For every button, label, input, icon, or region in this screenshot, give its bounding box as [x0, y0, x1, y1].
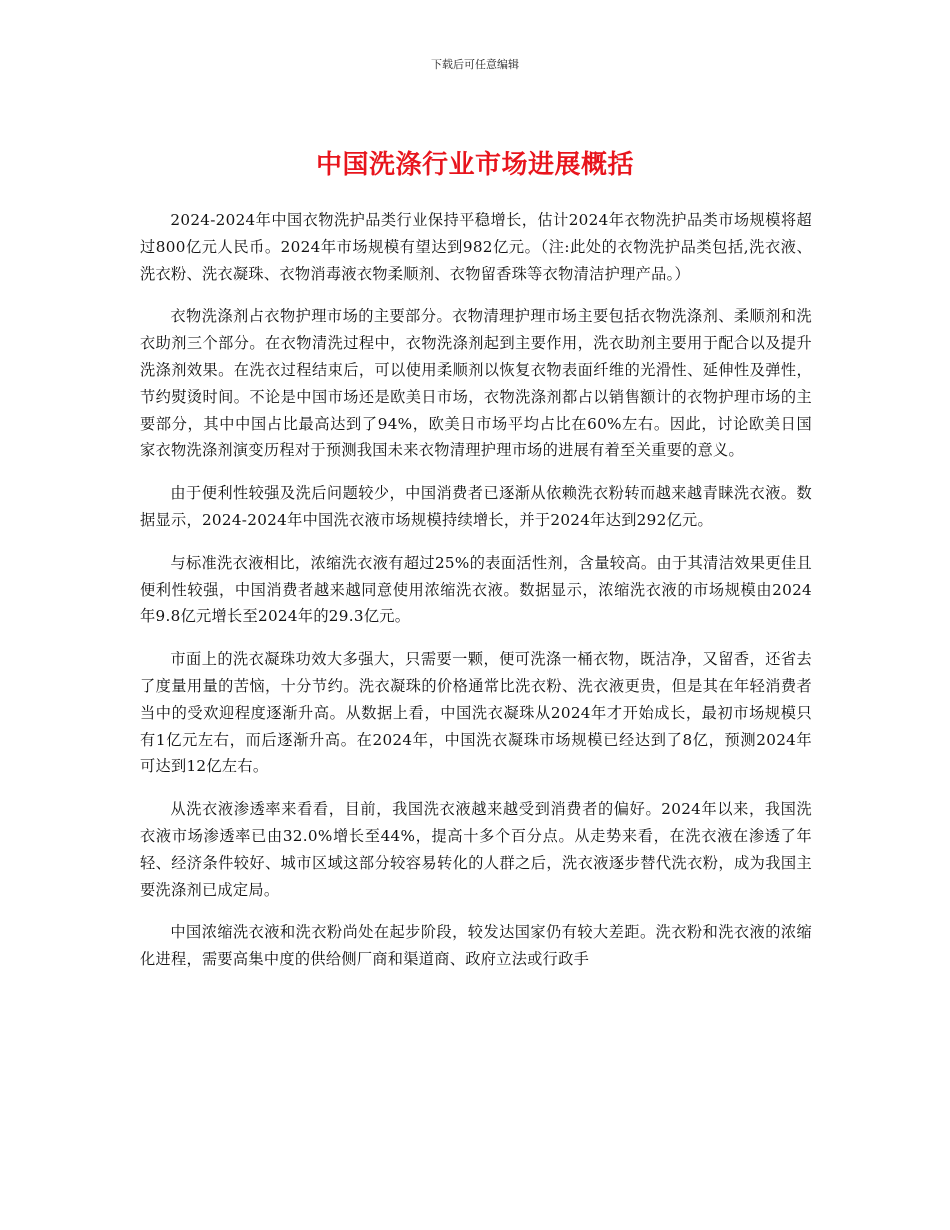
paragraph-3: 由于便利性较强及洗后问题较少，中国消费者已逐渐从依赖洗衣粉转而越来越青睐洗衣液。数据显示，2024-2024年中国洗衣液市场规模持续增长，并于2024年达到292亿元。	[140, 484, 812, 529]
page-header-note: 下载后可任意编辑	[431, 58, 519, 71]
paragraph-6: 从洗衣液渗透率来看看，目前，我国洗衣液越来越受到消费者的偏好。2024年以来，我国洗衣液市场渗透率已由32.0%增长至44%，提高十多个百分点。从走势来看，在洗衣液在渗透了年轻、经济条件较好、城市区域这部分较容易转化的人群之后，洗衣液逐步替代洗衣粉，成为我国主要洗涤剂已成定局。	[140, 800, 812, 899]
document-body	[140, 207, 812, 989]
paragraph-5: 市面上的洗衣凝珠功效大多强大，只需要一颗，便可洗涤一桶衣物，既洁净，又留香，还省去了度量用量的苦恼，十分节约。洗衣凝珠的价格通常比洗衣粉、洗衣液更贵，但是其在年轻消费者当中的受欢迎程度逐渐升高。从数据上看，中国洗衣凝珠从2024年才开始成长，最初市场规模只有1亿元左右，而后逐渐升高。在2024年，中国洗衣凝珠市场规模已经达到了8亿，预测2024年可达到12亿左右。	[140, 650, 812, 776]
document-title: 中国洗涤行业市场进展概括	[315, 150, 634, 180]
paragraph-1: 2024-2024年中国衣物洗护品类行业保持平稳增长，估计2024年衣物洗护品类市场规模将超过800亿元人民币。2024年市场规模有望达到982亿元。（注:此处的衣物洗护品类包括,洗衣液、洗衣粉、洗衣凝珠、衣物消毒液衣物柔顺剂、衣物留香珠等衣物清洁护理产品。）	[140, 211, 812, 283]
paragraph-7: 中国浓缩洗衣液和洗衣粉尚处在起步阶段，较发达国家仍有较大差距。洗衣粉和洗衣液的浓缩化进程，需要高集中度的供给侧厂商和渠道商、政府立法或行政手	[140, 923, 812, 969]
paragraph-4: 与标准洗衣液相比，浓缩洗衣液有超过25%的表面活性剂，含量较高。由于其清洁效果更佳且便利性较强，中国消费者越来越同意使用浓缩洗衣液。数据显示，浓缩洗衣液的市场规模由2024年9.8亿元增长至2024年的29.3亿元。	[140, 553, 812, 626]
paragraph-2: 衣物洗涤剂占衣物护理市场的主要部分。衣物清理护理市场主要包括衣物洗涤剂、柔顺剂和洗衣助剂三个部分。在衣物清洗过程中，衣物洗涤剂起到主要作用，洗衣助剂主要用于配合以及提升洗涤剂效果。在洗衣过程结束后，可以使用柔顺剂以恢复衣物表面纤维的光滑性、延伸性及弹性，节约熨烫时间。不论是中国市场还是欧美日市场，衣物洗涤剂都占以销售额计的衣物护理市场的主要部分，其中中国占比最高达到了94%，欧美日市场平均占比在60%左右。因此，讨论欧美日国家衣物洗涤剂演变历程对于预测我国未来衣物清理护理市场的进展有着至关重要的意义。	[140, 307, 812, 460]
